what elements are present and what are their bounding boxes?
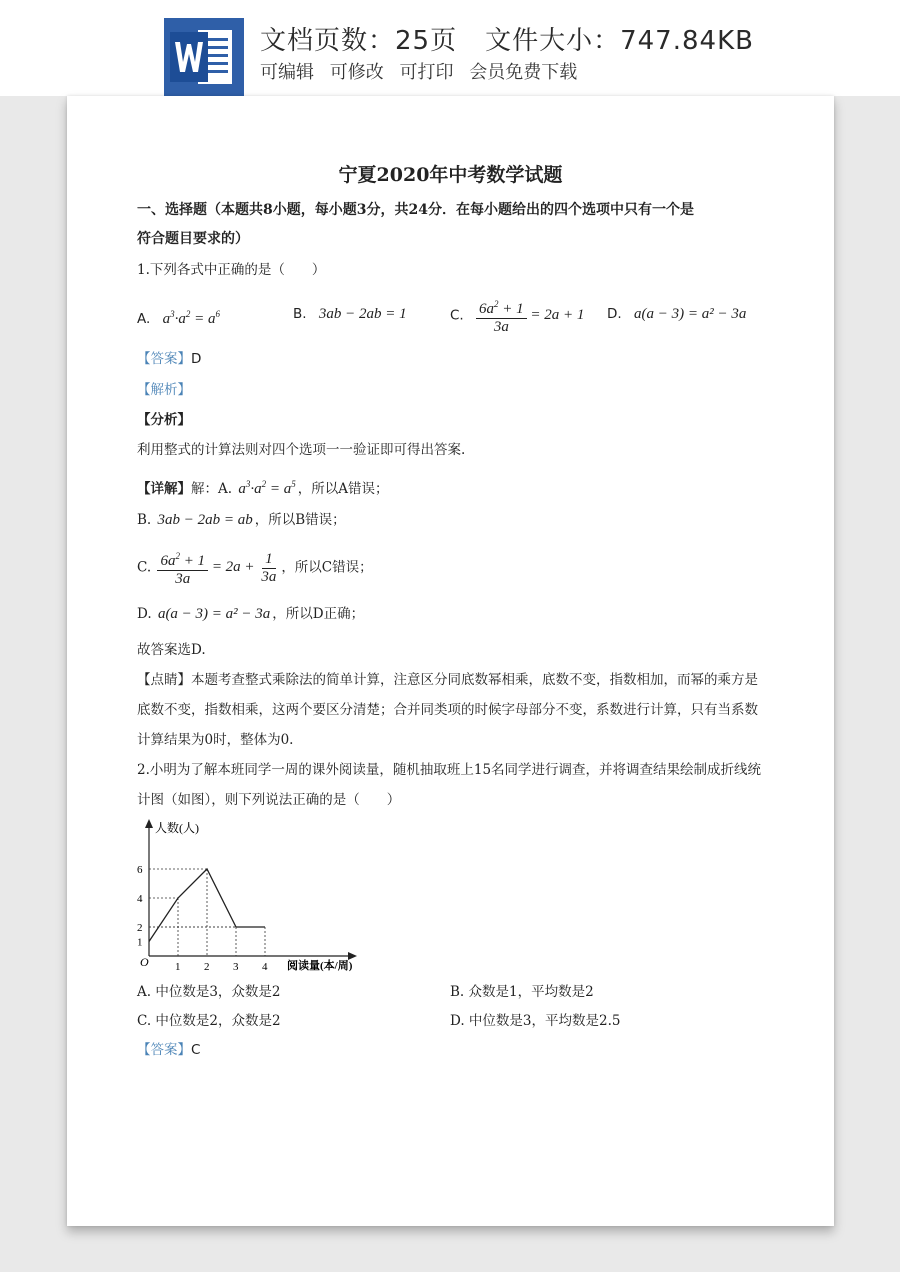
section-heading-line1: 一、选择题（本题共8小题，每小题3分，共24分．在每小题给出的四个选项中只有一个是: [137, 202, 694, 218]
word-document-icon: [164, 18, 244, 96]
chart-origin: O: [140, 955, 149, 969]
q1-dianjing-line1: 【点睛】本题考查整式乘除法的简单计算，注意区分同底数幂相乘，底数不变，指数相加，而幂的乘方是: [137, 672, 758, 688]
q1-xiangjie-c: C. $\frac{6a^2 + 1}{3a}$ = 2a + $\frac{1}{3a}$ ，所以C错误；: [137, 548, 373, 588]
q2-option-c: C. 中位数是2，众数是2: [137, 1013, 281, 1029]
section-heading-line2: 符合题目要求的）: [137, 231, 249, 247]
q1-stem: 1.下列各式中正确的是（ ）: [137, 262, 326, 278]
q1-analysis-tag: 【解析】: [137, 382, 191, 398]
file-size: 文件大小：747.84KB: [485, 26, 754, 56]
q1-fenxi-tag: 【分析】: [137, 412, 191, 428]
q1-dianjing-line3: 计算结果为0时，整体为0.: [137, 732, 294, 748]
chart-ylabel: 人数(人): [155, 821, 199, 835]
feature-modifiable: 可修改: [329, 62, 384, 83]
q1-fenxi-text: 利用整式的计算法则对四个选项一一验证即可得出答案.: [137, 442, 466, 458]
y-tick-label-2: 2: [137, 922, 143, 934]
q1-answer: 【答案】D: [137, 351, 202, 367]
x-tick-label-3: 3: [233, 961, 239, 972]
y-tick-label-1: 1: [137, 936, 143, 949]
banner-features: [260, 58, 587, 84]
chart-xlabel: 阅读量(本/周): [287, 960, 353, 972]
x-tick-label-2: 2: [204, 961, 210, 972]
q1-option-b: B. 3ab − 2ab = 1: [293, 306, 407, 322]
q1-conclusion: 故答案选D.: [137, 642, 206, 658]
q1-xiangjie-a: 【详解】解：A. $a^3\cdot a^2 = a^5$ ，所以A错误；: [137, 479, 389, 497]
q2-answer: 【答案】C: [137, 1042, 201, 1058]
y-tick-label-6: 6: [137, 864, 143, 876]
chart-axes: [145, 819, 357, 960]
x-axis-arrow: [348, 952, 357, 960]
q2-stem-line1: 2.小明为了解本班同学一周的课外阅读量，随机抽取班上15名同学进行调查，并将调查结果绘制成折线统: [137, 762, 762, 778]
banner-file-info: [260, 20, 754, 57]
x-tick-label-1: 1: [175, 961, 181, 972]
download-banner: [0, 0, 900, 96]
y-axis-arrow: [145, 819, 153, 828]
q1-option-d: D. a(a − 3) = a² − 3a: [607, 306, 747, 322]
q2-stem-line2: 计图（如图），则下列说法正确的是（ ）: [137, 792, 401, 808]
q2-option-d: D. 中位数是3，平均数是2.5: [450, 1013, 621, 1029]
q2-option-a: A. 中位数是3，众数是2: [137, 984, 281, 1000]
feature-editable: 可编辑: [260, 62, 314, 83]
q1-xiangjie-d: D. a(a − 3) = a² − 3a ，所以D正确；: [137, 606, 365, 622]
feature-printable: 可打印: [399, 62, 454, 83]
q1-dianjing-line2: 底数不变，指数相乘，这两个要区分清楚；合并同类项的时候字母部分不变，系数进行计算，只有当系数: [137, 702, 758, 718]
feature-member-download: 会员免费下载: [469, 62, 578, 83]
q2-option-b: B. 众数是1，平均数是2: [450, 984, 594, 1000]
q1-option-a: A. $a^3\cdot a^2 = a^6$: [137, 309, 220, 327]
page-title: 宁夏2020年中考数学试题: [338, 164, 563, 186]
reading-line-chart: [137, 816, 367, 972]
document-page: [67, 96, 834, 1226]
q1-xiangjie-b: B. 3ab − 2ab = ab ，所以B错误；: [137, 512, 346, 528]
x-tick-label-4: 4: [262, 961, 268, 972]
page-count: 文档页数：25页: [260, 26, 458, 56]
q1-option-c: C. $\frac{6a^2 + 1}{3a}$ = 2a + 1: [450, 296, 584, 336]
y-tick-label-4: 4: [137, 893, 143, 905]
